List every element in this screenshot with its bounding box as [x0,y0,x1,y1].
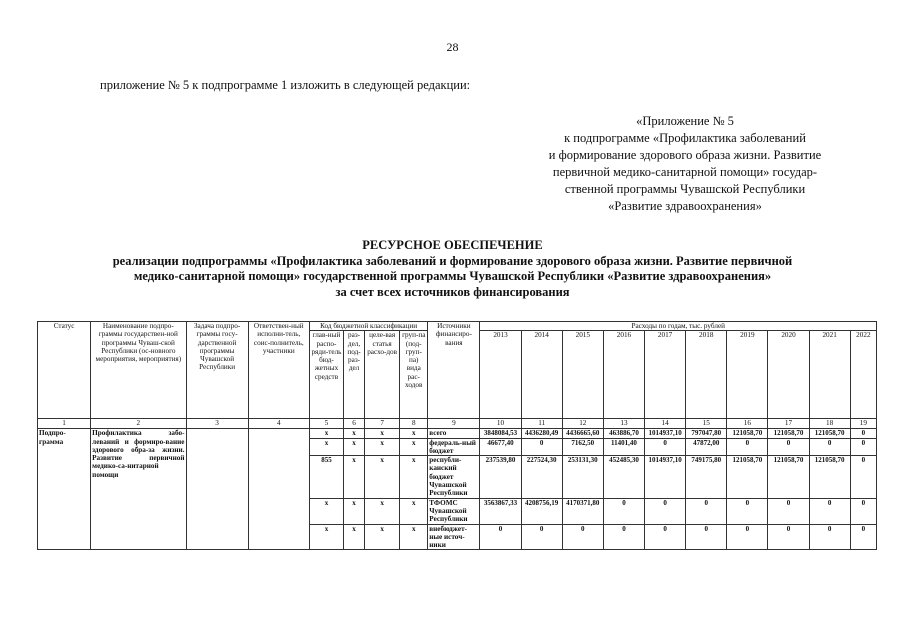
appendix-reference [500,113,870,215]
document-title [0,238,905,300]
value-cell: 227524,30 [521,456,562,498]
value-cell: 237539,80 [480,456,521,498]
code-cell: x [309,429,343,438]
code-cell: x [344,456,365,498]
header-sources: Источники финансиро-вания [428,322,480,419]
value-cell: 0 [768,524,809,550]
header-code-article: целе-вая статья расхо-дов [365,331,400,419]
value-cell: 1014937,10 [645,429,686,438]
value-cell: 0 [850,438,876,456]
value-cell: 0 [850,456,876,498]
code-cell: x [400,524,428,550]
column-number: 15 [686,419,727,429]
status-cell: Подпро-грамма [38,429,91,550]
code-cell: x [344,524,365,550]
header-year: 2019 [727,331,768,419]
column-number: 9 [428,419,480,429]
code-cell: x [309,438,343,456]
header-year: 2021 [809,331,850,419]
column-number: 11 [521,419,562,429]
value-cell: 0 [850,524,876,550]
code-cell: x [365,438,400,456]
header-year: 2018 [686,331,727,419]
value-cell: 0 [480,524,521,550]
value-cell: 46677,40 [480,438,521,456]
table-row [38,429,877,438]
title-line: за счет всех источников финансирования [335,284,570,299]
code-cell: x [400,429,428,438]
code-cell: x [400,498,428,524]
value-cell: 463886,70 [603,429,644,438]
appendix-line: «Развитие здравоохранения» [608,199,762,213]
value-cell: 0 [727,438,768,456]
header-year: 2017 [645,331,686,419]
column-number: 19 [850,419,876,429]
value-cell: 0 [809,438,850,456]
code-cell: x [365,456,400,498]
value-cell: 4170371,80 [562,498,603,524]
header-code-group: груп-па (под-груп-па) вида рас-ходов [400,331,428,419]
value-cell: 1014937,10 [645,456,686,498]
intro-paragraph: приложение № 5 к подпрограмме 1 изложить в следующей редакции: [100,78,471,92]
value-cell: 121058,70 [727,456,768,498]
value-cell: 11401,40 [603,438,644,456]
value-cell: 253131,30 [562,456,603,498]
column-number: 10 [480,419,521,429]
value-cell: 4436665,60 [562,429,603,438]
header-name: Наименование подпро-граммы государствен-ной программы Чуваш-ской Республики (ос-новного мероприятия, мероприятия) [91,322,186,419]
value-cell: 4208756,19 [521,498,562,524]
column-number: 7 [365,419,400,429]
value-cell: 0 [521,524,562,550]
value-cell: 0 [686,498,727,524]
value-cell: 121058,70 [727,429,768,438]
value-cell: 47872,00 [686,438,727,456]
column-number: 16 [727,419,768,429]
code-cell: x [344,498,365,524]
code-cell: 855 [309,456,343,498]
title-heading: РЕСУРСНОЕ ОБЕСПЕЧЕНИЕ [362,238,543,252]
column-number: 14 [645,419,686,429]
header-code-gr: глав-ный распо-ряди-тель бюд-жетных средств [309,331,343,419]
value-cell: 3563867,33 [480,498,521,524]
value-cell: 0 [727,498,768,524]
column-number: 1 [38,419,91,429]
column-number: 2 [91,419,186,429]
column-number: 3 [186,419,248,429]
value-cell: 121058,70 [809,429,850,438]
column-number: 6 [344,419,365,429]
header-year: 2014 [521,331,562,419]
code-cell: x [309,524,343,550]
source-cell: федераль-ный бюджет [428,438,480,456]
code-cell: x [309,498,343,524]
code-cell: x [365,498,400,524]
appendix-line: и формирование здорового образа жизни. Развитие [548,148,822,162]
header-year: 2015 [562,331,603,419]
value-cell: 0 [603,524,644,550]
column-number: 12 [562,419,603,429]
program-name-cell: Профилактика забо-леваний и формиро-вание здорового обра-за жизни. Развитие первичной медико-са-нитарной помощи [91,429,186,550]
column-number: 5 [309,419,343,429]
value-cell: 749175,80 [686,456,727,498]
value-cell: 0 [603,498,644,524]
value-cell: 0 [768,498,809,524]
header-year: 2016 [603,331,644,419]
value-cell: 0 [809,498,850,524]
value-cell: 121058,70 [768,429,809,438]
task-cell [186,429,248,550]
code-cell: x [400,438,428,456]
header-year: 2013 [480,331,521,419]
column-number: 18 [809,419,850,429]
responsible-cell [248,429,309,550]
value-cell: 121058,70 [809,456,850,498]
value-cell: 0 [645,498,686,524]
value-cell: 0 [686,524,727,550]
page-number: 28 [446,40,459,54]
value-cell: 0 [562,524,603,550]
value-cell: 452485,30 [603,456,644,498]
value-cell: 0 [645,438,686,456]
column-number-row [38,419,877,429]
appendix-line: «Приложение № 5 [636,114,734,128]
resource-table [37,321,877,550]
header-year: 2020 [768,331,809,419]
title-line: медико-санитарной помощи» государственной программы Чувашской Республики «Развитие здравоохранения» [133,269,772,283]
value-cell: 0 [809,524,850,550]
source-cell: республи-канский бюджет Чувашской Республики [428,456,480,498]
header-budget-code: Код бюджетной классификации [309,322,427,331]
column-number: 4 [248,419,309,429]
header-responsible: Ответствен-ный исполни-тель, соис-полнитель, участники [248,322,309,419]
value-cell: 0 [850,498,876,524]
title-line: реализации подпрограммы «Профилактика заболеваний и формирование здорового образа жизни. Развитие первичной [112,253,793,268]
appendix-line: к подпрограмме «Профилактика заболеваний [564,131,806,145]
header-task: Задача подпро-граммы госу-дарственной программы Чувашской Республики [186,322,248,419]
header-status: Статус [38,322,91,419]
column-number: 17 [768,419,809,429]
source-cell: внебюджет-ные источ-ники [428,524,480,550]
value-cell: 121058,70 [768,456,809,498]
code-cell: x [344,429,365,438]
value-cell: 0 [645,524,686,550]
value-cell: 0 [521,438,562,456]
source-cell: ТФОМС Чувашской Республики [428,498,480,524]
code-cell: x [365,524,400,550]
code-cell: x [365,429,400,438]
code-cell: x [344,438,365,456]
value-cell: 7162,50 [562,438,603,456]
header-expenses: Расходы по годам, тыс. рублей [480,322,877,331]
header-year: 2022 [850,331,876,419]
value-cell: 4436280,49 [521,429,562,438]
column-number: 8 [400,419,428,429]
code-cell: x [400,456,428,498]
value-cell: 0 [850,429,876,438]
value-cell: 0 [727,524,768,550]
appendix-line: первичной медико-санитарной помощи» государ- [552,165,818,179]
source-cell: всего [428,429,480,438]
value-cell: 0 [768,438,809,456]
column-number: 13 [603,419,644,429]
value-cell: 3848084,53 [480,429,521,438]
value-cell: 797047,80 [686,429,727,438]
header-code-section: раз-дел, под-раз-дел [344,331,365,419]
appendix-line: ственной программы Чувашской Республики [564,182,806,196]
